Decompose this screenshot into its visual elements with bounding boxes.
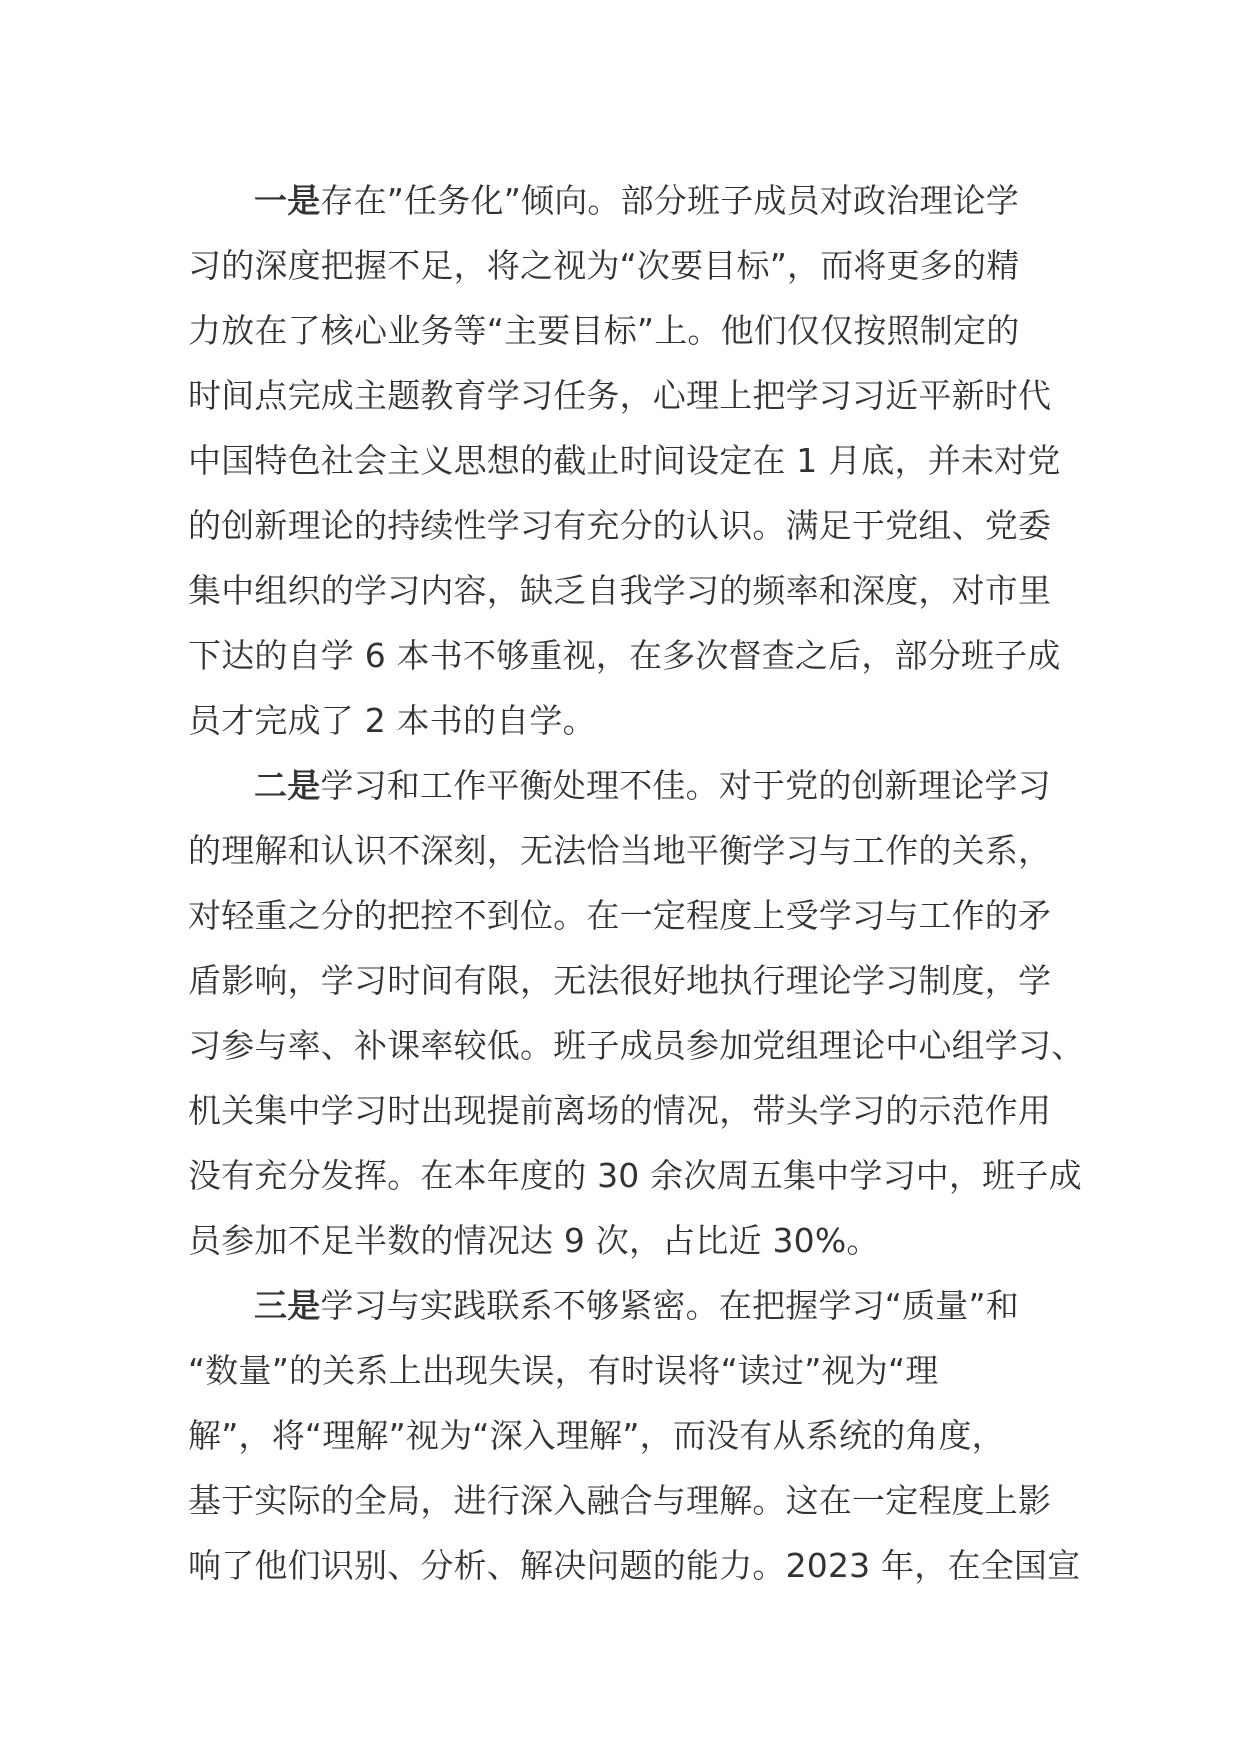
paragraph-2-line-4: 盾影响，学习时间有限，无法很好地执行理论学习制度，学 xyxy=(188,961,1052,1000)
document-body xyxy=(188,168,1085,1598)
paragraph-1-line-1 xyxy=(188,168,1058,233)
paragraph-1-line-1-text: 存在”任务化”倾向。部分班子成员对政治理论学 xyxy=(320,181,1019,220)
paragraph-1-line-4: 时间点完成主题教育学习任务，心理上把学习习近平新时代 xyxy=(188,376,1052,415)
paragraph-3-line-4: 基于实际的全局，进行深入融合与理解。这在一定程度上影 xyxy=(188,1481,1052,1520)
paragraph-3-line-1-text: 学习与实践联系不够紧密。在把握学习“质量”和 xyxy=(320,1286,1019,1325)
paragraph-1-line-9: 员才完成了 2 本书的自学。 xyxy=(188,701,596,740)
paragraph-2-line-1-text: 学习和工作平衡处理不佳。对于党的创新理论学习 xyxy=(320,766,1051,805)
paragraph-1-line-8: 下达的自学 6 本书不够重视，在多次督查之后，部分班子成 xyxy=(188,636,1061,675)
paragraph-3-line-1 xyxy=(188,1273,1058,1338)
paragraph-1-line-2: 习的深度把握不足，将之视为“次要目标”，而将更多的精 xyxy=(188,246,1020,285)
paragraph-2-line-6: 机关集中学习时出现提前离场的情况，带头学习的示范作用 xyxy=(188,1091,1052,1130)
paragraph-1-line-3: 力放在了核心业务等“主要目标”上。他们仅仅按照制定的 xyxy=(188,311,1020,350)
paragraph-2-line-5: 习参与率、补课率较低。班子成员参加党组理论中心组学习、 xyxy=(188,1026,1085,1065)
paragraph-3-line-3: 解”，将“理解”视为“深入理解”，而没有从系统的角度， xyxy=(188,1416,1005,1455)
paragraph-1-line-6: 的创新理论的持续性学习有充分的认识。满足于党组、党委 xyxy=(188,506,1052,545)
paragraph-3-lead: 三是 xyxy=(254,1286,321,1325)
paragraph-2-line-8: 员参加不足半数的情况达 9 次，占比近 30%。 xyxy=(188,1221,880,1260)
paragraph-1-lead: 一是 xyxy=(254,181,321,220)
paragraph-2-line-2: 的理解和认识不深刻，无法恰当地平衡学习与工作的关系， xyxy=(188,831,1052,870)
paragraph-3-line-2: “数量”的关系上出现失误，有时误将“读过”视为“理 xyxy=(188,1351,939,1390)
paragraph-1-line-7: 集中组织的学习内容，缺乏自我学习的频率和深度，对市里 xyxy=(188,571,1052,610)
paragraph-2-line-3: 对轻重之分的把控不到位。在一定程度上受学习与工作的矛 xyxy=(188,896,1052,935)
paragraph-2-line-7: 没有充分发挥。在本年度的 30 余次周五集中学习中，班子成 xyxy=(188,1156,1082,1195)
paragraph-2-lead: 二是 xyxy=(254,766,321,805)
paragraph-2-line-1 xyxy=(188,753,1058,818)
paragraph-1-line-5: 中国特色社会主义思想的截止时间设定在 1 月底，并未对党 xyxy=(188,441,1061,480)
paragraph-3-line-5: 响了他们识别、分析、解决问题的能力。2023 年，在全国宣 xyxy=(188,1546,1081,1585)
